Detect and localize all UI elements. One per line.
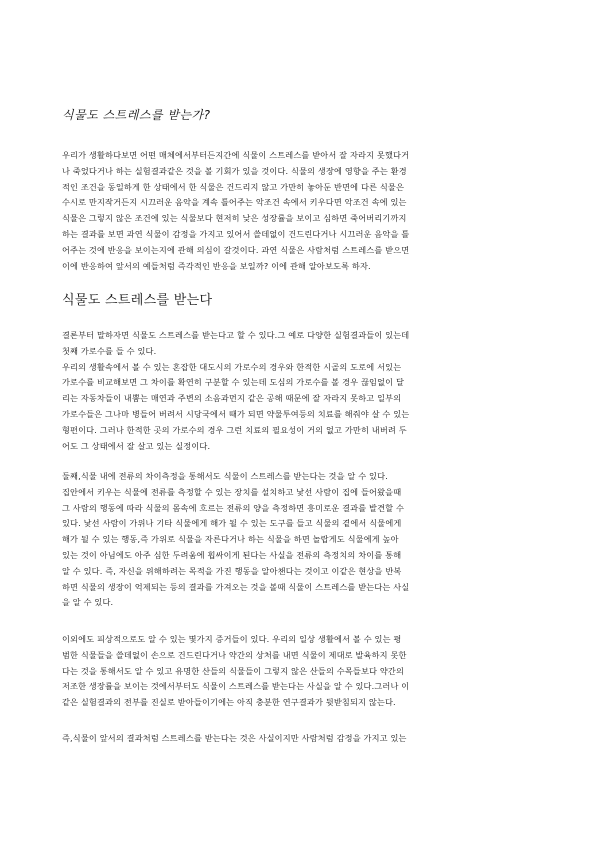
text-line: 그 사람의 행동에 따라 식물의 몸속에 흐르는 전류의 양을 측정하면 흥미로운 결과를 발견할 수 <box>62 502 405 513</box>
text-line: 을 알 수 있다. <box>62 597 114 608</box>
text-line: 있는 것이 아님에도 아주 심한 두려움에 휩싸이게 된다는 사실을 전류의 측정치의 차이를 통해 <box>62 549 402 560</box>
text-line: 해가 될 수 있는 행동,즉 가위로 식물을 자른다거나 하는 식물을 하면 놀랍게도 식물에게 높아 <box>62 534 399 545</box>
text-line: 저조한 생장률을 보이는 것에서부터도 식물이 스트레스를 받는다는 사실을 알 수 있다.그러나 이 <box>62 681 410 692</box>
text-line: 있다. 낯선 사람이 가위나 기타 식물에게 해가 될 수 있는 도구를 들고 식물의 곁에서 식물에게 <box>62 518 402 529</box>
text-line: 식물은 그렇지 않은 조건에 있는 식물보다 현저히 낮은 성장률을 보이고 심하면 죽어버리기까지 <box>62 213 407 224</box>
text-line: 적인 조건을 동일하게 한 상태에서 한 식물은 건드리지 않고 가만히 놓아둔 반면에 다른 식물은 <box>62 181 405 192</box>
text-line: 리는 자동차들이 내뿜는 매연과 주변의 소음과먼지 같은 공해 때문에 잘 자라지 못하고 일부의 <box>62 393 402 404</box>
text-line: 형편이다. 그러나 한적한 곳의 가로수의 경우 그런 치료의 필요성이 거의 없고 가만히 내버려 두 <box>62 424 407 435</box>
section-heading: 식물도 스트레스를 받는다 <box>62 293 213 308</box>
text-line: 같은 실험결과의 전부를 진실로 받아들이기에는 아직 충분한 연구결과가 뒷받침되지 않는다. <box>62 697 396 708</box>
text-line: 하는 결과를 보면 과연 식물이 감정을 가지고 있어서 쓸데없이 건드린다거나 시끄러운 음악을 틀 <box>62 228 410 239</box>
text-line: 우리의 생활속에서 볼 수 있는 혼잡한 대도시의 가로수의 경우와 한적한 시골의 도로에 서있는 <box>62 361 402 372</box>
text-line: 우리가 생활하다보면 어떤 매체에서부터든지간에 식물이 스트레스를 받아서 잘 자라지 못했다거 <box>62 150 410 160</box>
text-line: 가로수를 비교해보면 그 차이를 확연히 구분할 수 있는데 도심의 가로수를 볼 경우 끊임없이 달 <box>62 377 405 388</box>
text-line: 집안에서 키우는 식물에 전류를 측정할 수 있는 장치를 설치하고 낯선 사람이 집에 들어왔을때 <box>62 486 402 497</box>
body-paragraph-conclusion <box>62 731 533 747</box>
body-paragraph-other-evidence <box>62 632 533 711</box>
text-line: 알 수 있다. 즉, 자신을 위해하려는 목적을 가진 행동을 알아챈다는 것이고 이같은 현상을 반복 <box>62 565 402 576</box>
text-line: 범한 식물들을 쓸데없이 손으로 건드린다거나 약간의 상처를 내면 식물이 제대로 발육하지 못한 <box>62 649 407 660</box>
text-line: 첫째 가로수를 들 수 있다. <box>62 345 157 356</box>
text-line: 수시로 만지작거든지 시끄러운 음악을 계속 틀어주는 악조건 속에서 키우다면 악조건 속에 있는 <box>62 197 407 208</box>
text-line: 이외에도 피상적으로도 알 수 있는 몇가지 증거들이 있다. 우리의 일상 생활에서 볼 수 있는 평 <box>62 634 402 644</box>
body-paragraph-electric-current <box>62 469 533 611</box>
text-line: 이에 반응하여 앞서의 예들처럼 즉각적인 반응을 보일까? 이에 관해 알아보도록 하자. <box>62 260 371 271</box>
text-line: 나 죽었다거나 하는 실험결과같은 것을 볼 기회가 있을 것이다. 식물의 생장에 영향을 주는 환경 <box>62 165 407 176</box>
text-line: 가로수들은 그나마 병들어 버려서 시당국에서 때가 되면 약물투여등의 치료를 해줘야 살 수 있는 <box>62 408 410 419</box>
document-title: 식물도 스트레스를 받는가? <box>62 108 211 122</box>
text-line: 결론부터 말하자면 식물도 스트레스를 받는다고 할 수 있다.그 예로 다양한 실험결과들이 있는데 <box>62 330 410 340</box>
text-line: 어도 그 상태에서 잘 살고 있는 실정이다. <box>62 440 211 451</box>
text-line: 어주는 것에 반응을 보이는지에 관해 의심이 갈것이다. 과연 식물은 사람처럼 스트레스를 받으면 <box>62 244 410 255</box>
intro-paragraph <box>62 148 533 274</box>
text-line: 둘째,식물 내에 전류의 차이측정을 통해서도 식물이 스트레스를 받는다는 것을 알 수 있다. <box>62 471 388 481</box>
text-line: 즉,식물이 앞서의 결과처럼 스트레스를 받는다는 것은 사실이지만 사람처럼 감정을 가지고 있는 <box>62 733 407 743</box>
text-line: 하면 식물의 생장이 억제되는 등의 결과를 가져오는 것을 볼때 식물이 스트레스를 받는다는 사실 <box>62 581 410 592</box>
body-paragraph-roadside-trees <box>62 328 533 454</box>
text-line: 다는 것을 통해서도 알 수 있고 유명한 산들의 식물들이 그렇지 않은 산들의 수목들보다 약간의 <box>62 665 405 676</box>
